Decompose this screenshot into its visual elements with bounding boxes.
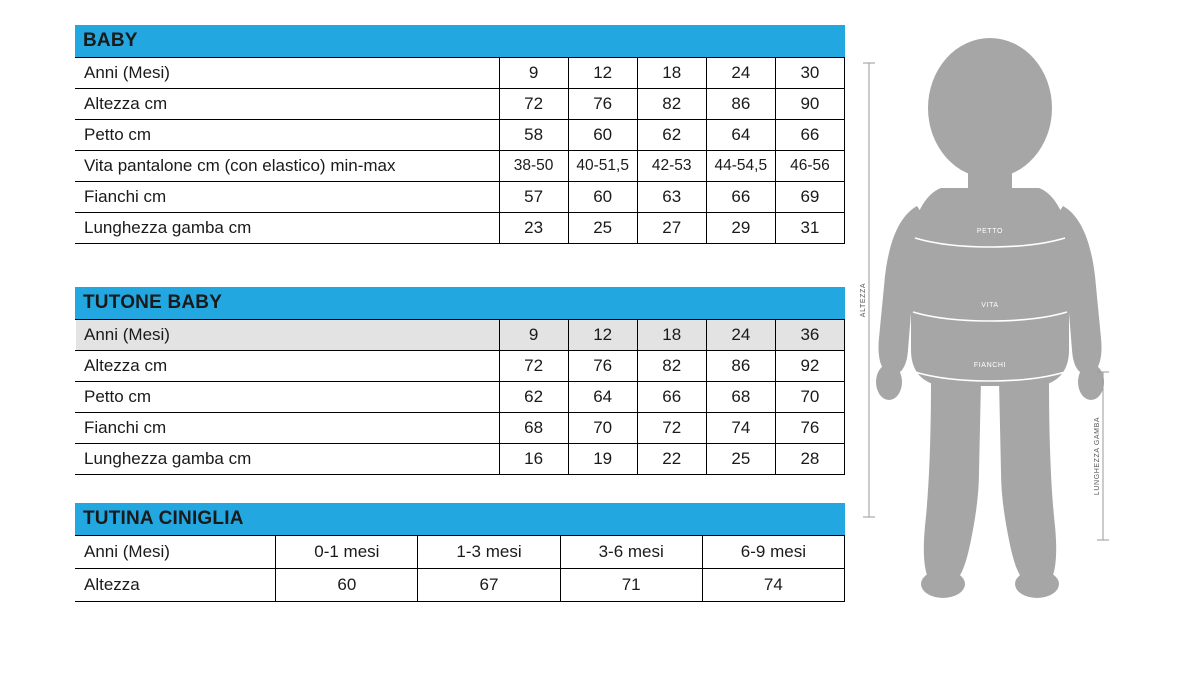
cell-value: 16 <box>499 443 568 474</box>
cell-value: 3-6 mesi <box>560 535 702 568</box>
row-label: Lunghezza gamba cm <box>76 443 500 474</box>
table-tutina-ciniglia <box>75 535 845 602</box>
cell-value: 46-56 <box>775 150 844 181</box>
cell-value: 0-1 mesi <box>276 535 418 568</box>
cell-value: 22 <box>637 443 706 474</box>
cell-value: 24 <box>706 319 775 350</box>
row-label: Anni (Mesi) <box>76 535 276 568</box>
petto-label: PETTO <box>976 228 1004 235</box>
cell-value: 68 <box>706 381 775 412</box>
cell-value: 38-50 <box>499 150 568 181</box>
table-row <box>76 568 845 601</box>
tables-area <box>75 25 845 602</box>
cell-value: 72 <box>499 350 568 381</box>
table-row <box>76 443 845 474</box>
row-label: Petto cm <box>76 381 500 412</box>
row-label: Petto cm <box>76 119 500 150</box>
cell-value: 70 <box>775 381 844 412</box>
table-tutone-baby <box>75 319 845 475</box>
section-title-tutone-baby: TUTONE BABY <box>75 287 845 319</box>
row-label: Anni (Mesi) <box>76 57 500 88</box>
cell-value: 64 <box>706 119 775 150</box>
spacer <box>75 244 845 287</box>
row-label: Anni (Mesi) <box>76 319 500 350</box>
cell-value: 36 <box>775 319 844 350</box>
cell-value: 60 <box>568 181 637 212</box>
fianchi-label: FIANCHI <box>973 362 1007 369</box>
cell-value: 29 <box>706 212 775 243</box>
row-label: Altezza cm <box>76 88 500 119</box>
cell-value: 69 <box>775 181 844 212</box>
table-row <box>76 381 845 412</box>
cell-value: 63 <box>637 181 706 212</box>
cell-value: 44-54,5 <box>706 150 775 181</box>
cell-value: 23 <box>499 212 568 243</box>
cell-value: 66 <box>706 181 775 212</box>
cell-value: 76 <box>568 350 637 381</box>
table-row <box>76 57 845 88</box>
row-label: Fianchi cm <box>76 181 500 212</box>
cell-value: 57 <box>499 181 568 212</box>
cell-value: 66 <box>637 381 706 412</box>
cell-value: 82 <box>637 350 706 381</box>
table-row <box>76 212 845 243</box>
row-label: Fianchi cm <box>76 412 500 443</box>
row-label: Altezza <box>76 568 276 601</box>
cell-value: 60 <box>568 119 637 150</box>
cell-value: 40-51,5 <box>568 150 637 181</box>
cell-value: 66 <box>775 119 844 150</box>
cell-value: 90 <box>775 88 844 119</box>
cell-value: 76 <box>775 412 844 443</box>
cell-value: 62 <box>499 381 568 412</box>
cell-value: 64 <box>568 381 637 412</box>
cell-value: 18 <box>637 319 706 350</box>
table-baby <box>75 57 845 244</box>
table-row <box>76 535 845 568</box>
table-row <box>76 119 845 150</box>
body-figure <box>845 20 1185 620</box>
cell-value: 74 <box>702 568 844 601</box>
cell-value: 72 <box>499 88 568 119</box>
cell-value: 30 <box>775 57 844 88</box>
cell-value: 67 <box>418 568 560 601</box>
cell-value: 74 <box>706 412 775 443</box>
cell-value: 18 <box>637 57 706 88</box>
cell-value: 19 <box>568 443 637 474</box>
baby-silhouette <box>876 38 1104 598</box>
table-row <box>76 150 845 181</box>
cell-value: 70 <box>568 412 637 443</box>
table-row <box>76 319 845 350</box>
cell-value: 86 <box>706 88 775 119</box>
cell-value: 31 <box>775 212 844 243</box>
cell-value: 9 <box>499 57 568 88</box>
cell-value: 12 <box>568 319 637 350</box>
table-row <box>76 412 845 443</box>
altezza-measure-label: ALTEZZA <box>860 282 867 318</box>
section-title-baby: BABY <box>75 25 845 57</box>
vita-label: VITA <box>981 302 999 309</box>
lunghezza-gamba-measure-label: LUNGHEZZA GAMBA <box>1094 416 1101 496</box>
cell-value: 76 <box>568 88 637 119</box>
cell-value: 71 <box>560 568 702 601</box>
cell-value: 12 <box>568 57 637 88</box>
cell-value: 92 <box>775 350 844 381</box>
cell-value: 62 <box>637 119 706 150</box>
spacer <box>75 475 845 503</box>
cell-value: 1-3 mesi <box>418 535 560 568</box>
cell-value: 68 <box>499 412 568 443</box>
cell-value: 25 <box>568 212 637 243</box>
row-label: Vita pantalone cm (con elastico) min-max <box>76 150 500 181</box>
cell-value: 58 <box>499 119 568 150</box>
table-row <box>76 350 845 381</box>
cell-value: 72 <box>637 412 706 443</box>
section-title-tutina-ciniglia: TUTINA CINIGLIA <box>75 503 845 535</box>
cell-value: 28 <box>775 443 844 474</box>
table-row <box>76 88 845 119</box>
cell-value: 82 <box>637 88 706 119</box>
cell-value: 86 <box>706 350 775 381</box>
cell-value: 25 <box>706 443 775 474</box>
table-row <box>76 181 845 212</box>
cell-value: 9 <box>499 319 568 350</box>
cell-value: 27 <box>637 212 706 243</box>
cell-value: 60 <box>276 568 418 601</box>
cell-value: 42-53 <box>637 150 706 181</box>
cell-value: 24 <box>706 57 775 88</box>
row-label: Altezza cm <box>76 350 500 381</box>
cell-value: 6-9 mesi <box>702 535 844 568</box>
row-label: Lunghezza gamba cm <box>76 212 500 243</box>
